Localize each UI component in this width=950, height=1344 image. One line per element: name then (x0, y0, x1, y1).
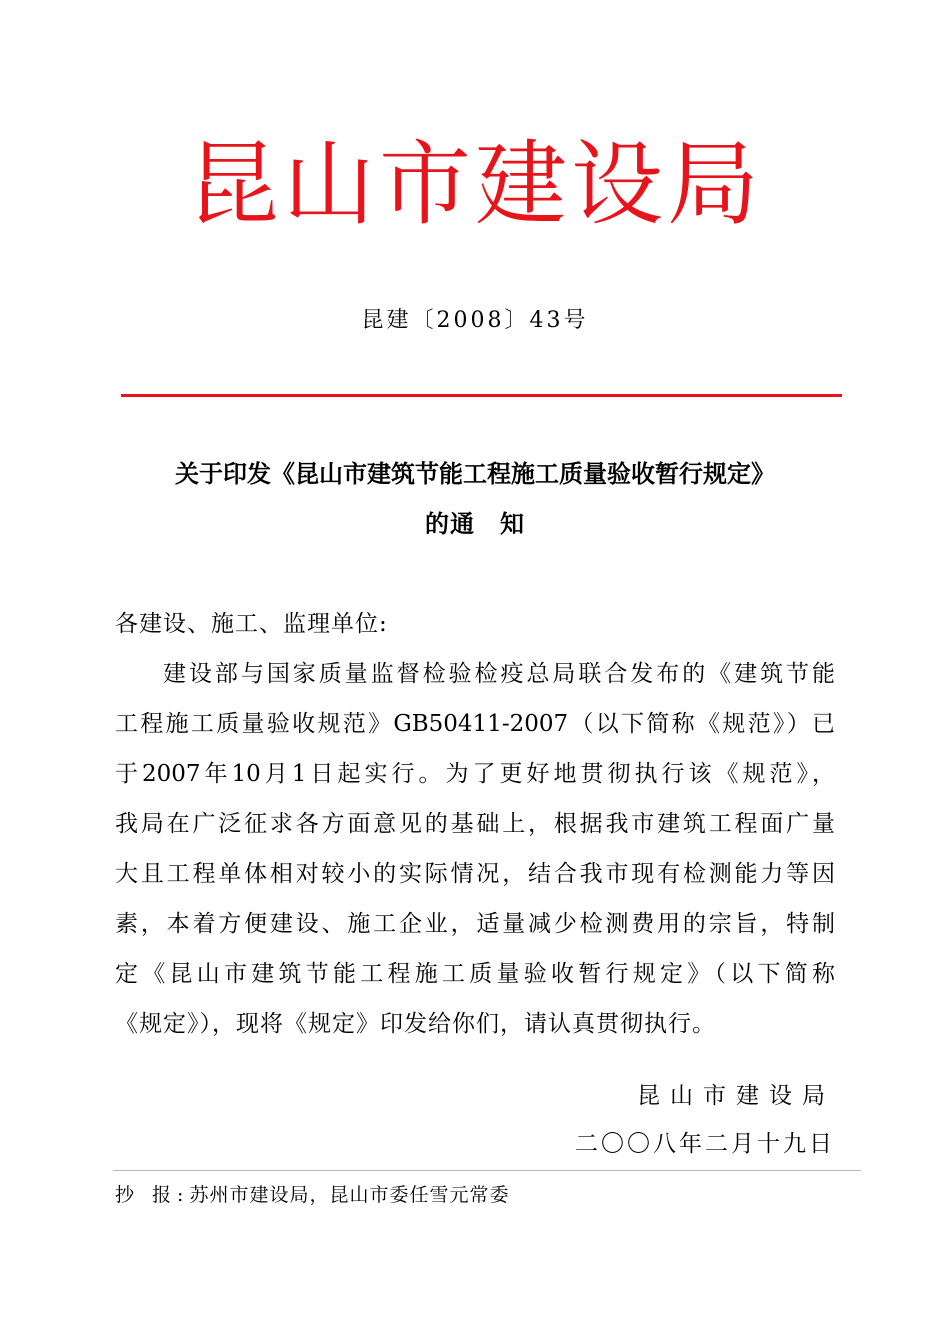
body-line: 我局在广泛征求各方面意见的基础上，根据我市建筑工程面广量 (115, 811, 835, 837)
signature-date: 二〇〇八年二月十九日 (575, 1131, 835, 1157)
red-divider (121, 394, 842, 397)
salutation: 各建设、施工、监理单位: (115, 611, 388, 637)
body-line: 《规定》），现将《规定》印发给你们，请认真贯彻执行。 (115, 1011, 716, 1037)
issuer-title: 昆山市建设局 (186, 131, 763, 238)
cc-recipients: 苏州市建设局，昆山市委任雪元常委 (189, 1184, 510, 1206)
document-number: 昆建〔2008〕43号 (361, 308, 589, 333)
body-line: 建设部与国家质量监督检验检疫总局联合发布的《建筑节能 (163, 661, 835, 687)
document-title-line-1: 关于印发《昆山市建筑节能工程施工质量验收暂行规定》 (175, 460, 775, 488)
carbon-copy-line (115, 1181, 509, 1209)
cc-label: 抄 报: (115, 1184, 190, 1206)
body-line: 素，本着方便建设、施工企业，适量减少检测费用的宗旨，特制 (115, 911, 835, 937)
body-line: 于2007年10月1日起实行。为了更好地贯彻执行该《规范》， (115, 761, 835, 787)
footer-divider (113, 1170, 861, 1171)
body-line: 定《昆山市建筑节能工程施工质量验收暂行规定》（以下简称 (115, 961, 835, 987)
body-line: 大且工程单体相对较小的实际情况，结合我市现有检测能力等因 (115, 861, 835, 887)
signature-organization: 昆山市建设局 (637, 1083, 835, 1109)
body-line: 工程施工质量验收规范》GB50411-2007（以下简称《规范》）已 (115, 711, 835, 737)
document-title-line-2: 的通 知 (425, 510, 525, 538)
